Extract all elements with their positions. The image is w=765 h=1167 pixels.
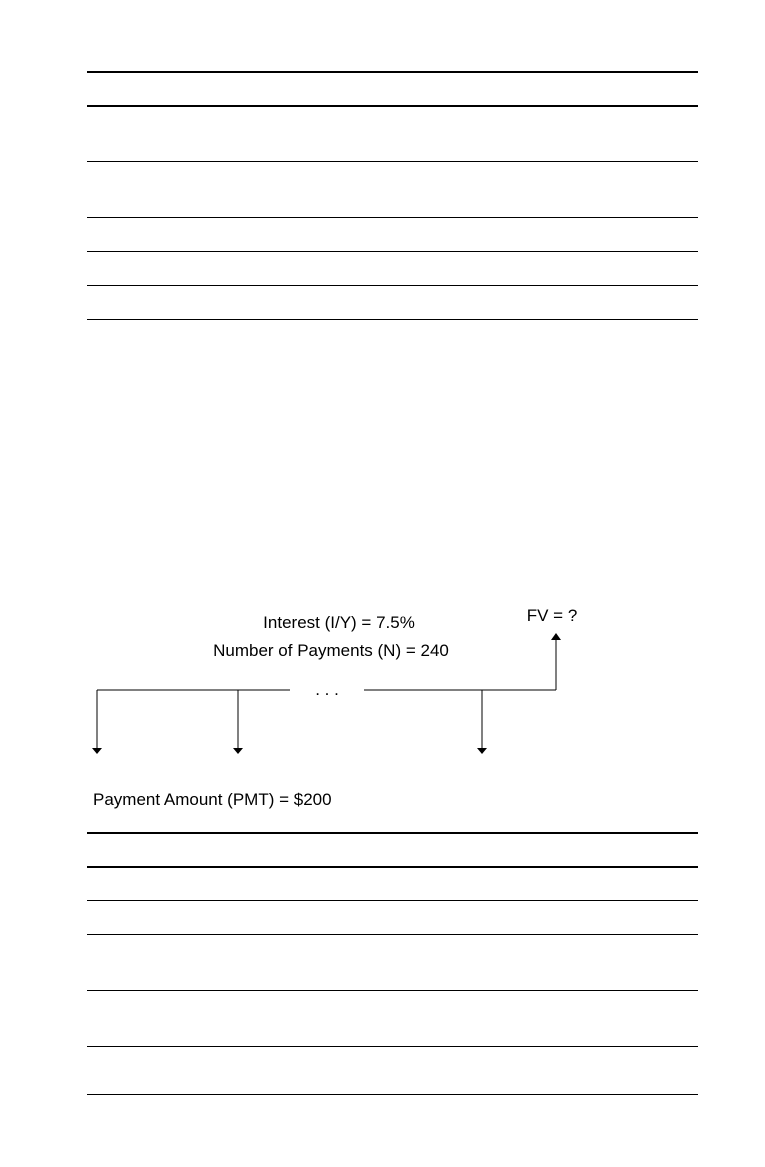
payments-label: Number of Payments (N) = 240 (213, 641, 449, 660)
table-row-rule (87, 217, 698, 218)
payment-arrowhead-1 (92, 748, 102, 754)
time-line-ellipsis: . . . (315, 680, 339, 699)
table-header-rule (87, 866, 698, 868)
payment-arrowhead-last (477, 748, 487, 754)
fv-arrowhead (551, 633, 561, 640)
table-header-rule (87, 105, 698, 107)
table-bottom-rule (87, 1094, 698, 1095)
table-row-rule (87, 990, 698, 991)
cash-flow-diagram (0, 590, 765, 820)
table-row-rule (87, 161, 698, 162)
table-row-rule (87, 1046, 698, 1047)
payment-arrowhead-2 (233, 748, 243, 754)
table-top-rule (87, 832, 698, 834)
table-row-rule (87, 900, 698, 901)
pmt-label: Payment Amount (PMT) = $200 (93, 790, 332, 809)
table-row-rule (87, 285, 698, 286)
table-bottom-rule (87, 319, 698, 320)
interest-label: Interest (I/Y) = 7.5% (263, 613, 415, 632)
table-row-rule (87, 251, 698, 252)
table-top-rule (87, 71, 698, 73)
fv-label: FV = ? (526, 606, 578, 625)
table-row-rule (87, 934, 698, 935)
